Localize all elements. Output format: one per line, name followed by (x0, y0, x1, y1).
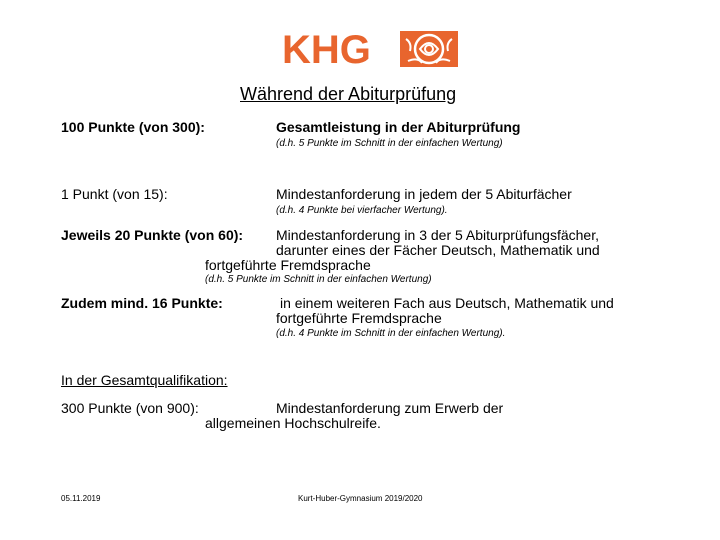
row4-requirement-line2: fortgeführte Fremdsprache (276, 310, 442, 326)
school-logo (282, 30, 458, 68)
row3-points: Jeweils 20 Punkte (von 60): (61, 227, 244, 243)
row1-note: (d.h. 5 Punkte im Schnitt in der einfachen Wertung) (276, 138, 503, 149)
row2-points: 1 Punkt (von 15): (61, 186, 168, 202)
row3-requirement-line2: darunter eines der Fächer Deutsch, Mathematik und (276, 242, 600, 258)
rose-icon (400, 31, 458, 67)
row4-note: (d.h. 4 Punkte im Schnitt in der einfachen Wertung). (276, 328, 506, 339)
section2-points: 300 Punkte (von 900): (61, 400, 199, 416)
section2-requirement-line2: allgemeinen Hochschulreife. (205, 415, 381, 431)
section2-heading: In der Gesamtqualifikation: (61, 372, 228, 388)
row2-requirement: Mindestanforderung in jedem der 5 Abiturfächer (276, 186, 572, 202)
logo-text: KHG (282, 30, 371, 68)
khg-logo-graphic (282, 30, 458, 68)
row2-note: (d.h. 4 Punkte bei vierfacher Wertung). (276, 205, 448, 216)
row4-points: Zudem mind. 16 Punkte: (61, 295, 223, 311)
row4-requirement-line1: in einem weiteren Fach aus Deutsch, Mathematik und (280, 295, 614, 311)
row3-requirement-line3: fortgeführte Fremdsprache (205, 257, 371, 273)
page-title: Während der Abiturprüfung (240, 84, 457, 104)
row1-requirement: Gesamtleistung in der Abiturprüfung (276, 119, 521, 135)
row3-note: (d.h. 5 Punkte im Schnitt in der einfachen Wertung) (205, 274, 432, 285)
footer-school: Kurt-Huber-Gymnasium 2019/2020 (298, 494, 423, 503)
row1-points: 100 Punkte (von 300): (61, 119, 205, 135)
section2-requirement-line1: Mindestanforderung zum Erwerb der (276, 400, 504, 416)
row3-requirement-line1: Mindestanforderung in 3 der 5 Abiturprüfungsfächer, (276, 227, 599, 243)
footer-date: 05.11.2019 (61, 494, 101, 503)
